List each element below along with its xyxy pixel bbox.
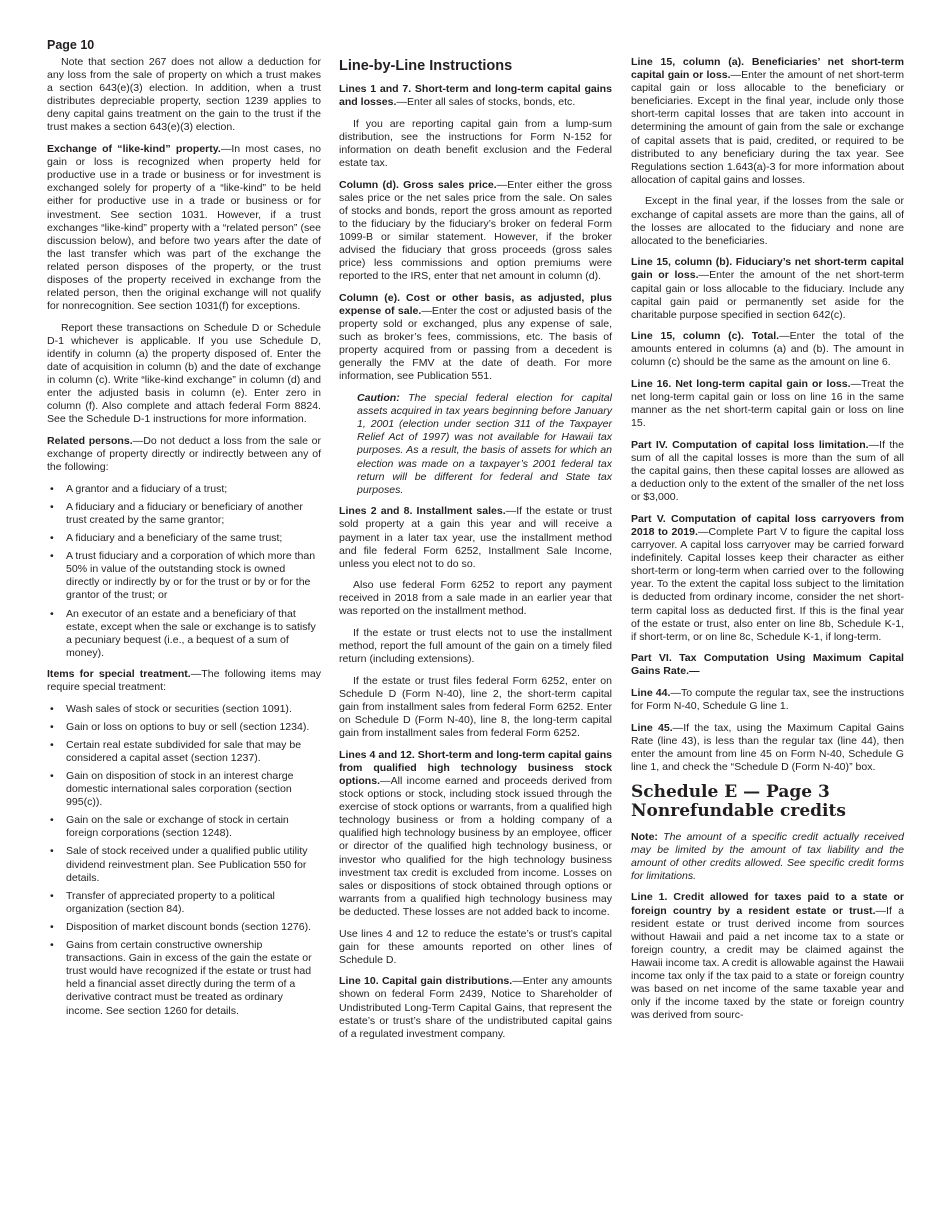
list-item: • A fiduciary and a fiduciary or beneficiary of another trust created by the same grantor; bbox=[47, 501, 321, 527]
related-persons-heading: Related persons. bbox=[47, 435, 133, 448]
like-kind-heading: Exchange of “like-kind” property. bbox=[47, 143, 221, 156]
line-16-section: Line 16. Net long-term capital gain or loss.—Treat the net long-term capital gain or loss on line 16 in the same manner as the net short-term capital gain or loss on line 15. bbox=[631, 378, 905, 430]
intro-paragraph: Note that section 267 does not allow a deduction for any loss from the sale of property on which a trust makes a section 643(e)(3) election. In addition, when a trust distributes depreciable property, section 1239 applies to deny capital gains treatment on the gain to the trust if the trust makes a section 643(e)(3) election. bbox=[47, 56, 321, 134]
list-item: • Disposition of market discount bonds (section 1276). bbox=[47, 921, 321, 934]
list-item: • Gains from certain constructive ownership transactions. Gain in excess of the gain the estate or trust would have recognized if the estate or trust had held a financial asset directly during the term of a derivative contract must be treated as ordinary income. See section 1260 for details. bbox=[47, 939, 321, 1018]
lines-4-12-section: Lines 4 and 12. Short-term and long-term capital gains from qualified high technology business stock options.—All income earned and proceeds derived from stock options or stock, including stock issued through the exercise of stock options or warrants, from a qualified high technology business or from a holding company of a qualified high technology business by an employee, officer or director of the qualified high technology business, or investor who qualified for the high technology business investment tax credit is excluded from income. Losses on sales or dispositions of stock obtained through options or warrants from a qualified high technology business may be deducted. These losses are not added back to income. bbox=[339, 748, 612, 918]
list-item: • Certain real estate subdivided for sale that may be considered a capital asset (section 1237). bbox=[47, 739, 321, 765]
line-1-section: Line 1. Credit allowed for taxes paid to a state or foreign country by a resident estate or trust.—If a resident estate or trust derived income from sources without Hawaii and paid a net income tax to a state or foreign country, a credit may be claimed against the Hawaii income tax. A credit is allowable against the Hawaii income tax only if the tax paid to a state or foreign country was based on net income of the same taxable year and only if the income taxed by the state or foreign country was derived from sourc- bbox=[631, 891, 904, 1022]
also-use-paragraph: Also use federal Form 6252 to report any payment received in 2018 from a sale made in an earlier year that was reported on the installment method. bbox=[339, 579, 612, 618]
list-item: • Wash sales of stock or securities (section 1091). bbox=[47, 703, 321, 716]
part-4-section: Part IV. Computation of capital loss limitation.—If the sum of all the capital losses is more than the sum of all the capital gains, then these capital losses are allowed as a deduction only to the extent of the smaller of the net loss or $3,000. bbox=[631, 438, 905, 504]
list-item: • An executor of an estate and a beneficiary of that estate, except when the sale or exchange is to satisfy a pecuniary bequest (i.e., a bequest of a sum of money). bbox=[47, 608, 321, 660]
final-year-paragraph: Except in the final year, if the losses from the sale or exchange of capital assets are more than the gains, all of the losses are allocated to the fiduciary and none are allocated to the beneficiaries. bbox=[631, 195, 904, 247]
column-right bbox=[631, 56, 904, 1031]
part-6-heading: Part VI. Tax Computation Using Maximum Capital Gains Rate.— bbox=[631, 652, 904, 678]
line-45-section: Line 45.—If the tax, using the Maximum Capital Gains Rate (line 43), is less than the regular tax (line 44), then enter the amount from line 45 on Form N-40, Schedule G line 1, and check the “Schedule D (Form N-40)” box. bbox=[631, 721, 904, 773]
line-15c-section: Line 15, column (c). Total.—Enter the total of the amounts entered in columns (a) and (b). The amount in column (c) should be the same as the amount on line 6. bbox=[631, 330, 904, 369]
related-persons-section: Related persons.—Do not deduct a loss from the sale or exchange of property directly or indirectly between any of the following: bbox=[47, 435, 321, 474]
list-item: • Sale of stock received under a qualified public utility dividend reinvestment plan. See Publication 550 for details. bbox=[47, 845, 321, 884]
list-item: • A trust fiduciary and a corporation of which more than 50% in value of the outstanding stock is owned directly or indirectly by or for the trust or by or for the grantor of the trust; or bbox=[47, 550, 321, 602]
like-kind-section: Exchange of “like-kind” property.—In most cases, no gain or loss is recognized when property held for productive use in a trade or business or for investment is exchanged solely for property of a “like-kind” to be held either for productive use in a trade or business or for investment. See section 1031. However, if a trust exchanges “like-kind” property with a “related person” (see discussion below), and before two years after the date of the last transfer which was part of the exchange the related person disposes of the property, or the trust disposes of the property received in exchange from the related person, then the original exchange will not qualify for nonrecognition. See section 1031(f) for exceptions. bbox=[47, 143, 321, 313]
list-item: • Gain on the sale or exchange of stock in certain foreign corporations (section 1248). bbox=[47, 814, 321, 840]
files-paragraph: If the estate or trust files federal Form 6252, enter on Schedule D (Form N-40), line 2, the short-term capital gain from installment sales from federal Form 6252. Enter on Schedule D (Form N-40), line 8, the long-term capital gain from installment sales from federal Form 6252. bbox=[339, 674, 612, 740]
list-item: • A grantor and a fiduciary of a trust; bbox=[47, 483, 321, 496]
column-left bbox=[47, 56, 321, 1026]
report-paragraph: Report these transactions on Schedule D or Schedule D-1 whichever is applicable. If you use Schedule D, identify in column (a) the property disposed of. Enter the date of acquisition in column (b) and the date of exchange in column (c). Write “like-kind exchange” in column (d) and enter the adjusted basis in column (e). Enter zero in column (f). Also complete and attach federal Form 8824. See the Schedule D-1 instructions for more information. bbox=[47, 321, 321, 426]
column-middle bbox=[339, 56, 612, 1049]
lines-2-8-section: Lines 2 and 8. Installment sales.—If the estate or trust sold property at a gain this year and will receive a payment in a later tax year, use the installment method and file federal Form 6252, Installment Sale Income, unless you elect not to do so. bbox=[339, 505, 612, 570]
lump-sum-paragraph: If you are reporting capital gain from a lump-sum distribution, see the instructions for Form N-152 for information on death benefit exclusion and the Federal estate tax. bbox=[339, 117, 612, 170]
related-persons-list bbox=[47, 483, 321, 660]
use-lines-paragraph: Use lines 4 and 12 to reduce the estate’s or trust’s capital gain for these amounts reported on other lines of Schedule D. bbox=[339, 927, 612, 966]
note-paragraph: Note: The amount of a specific credit actually received may be limited by the amount of tax liability and the amount of other credits allowed. See specific credit forms for limitations. bbox=[631, 830, 904, 882]
column-d-section: Column (d). Gross sales price.—Enter either the gross sales price or the net sales price from the sale. On sales of stocks and bonds, report the gross amount as reported to the fiduciary by the fiduciary’s broker on federal Form 1099-B or similar statement. However, if the broker advised the fiduciary that gross proceeds (gross sales price) less commissions and option premiums were reported to the IRS, enter that net amount in column (d). bbox=[339, 178, 612, 283]
part-5-section: Part V. Computation of capital loss carryovers from 2018 to 2019.—Complete Part V to figure the capital loss carryover. A capital loss carryover may be carried forward indefinitely. Capital losses keep their character as either short-term or long-term when carried over to the following year. To the extent the capital loss subject to the limitation is deducted from ordinary income, consider the net short-term capital loss as deducted first. If this is the final year of the estate or trust, also enter on line 8b, Schedule K-1, if short-term, or on line 8c, Schedule K-1, if long-term. bbox=[631, 512, 904, 643]
line-15b-section: Line 15, column (b). Fiduciary’s net short-term capital gain or loss.—Enter the amount of the net short-term capital gain or loss allocable to the fiduciary. Include any capital gain paid or permanently set aside for the charitable purpose specified in section 642(c). bbox=[631, 256, 905, 321]
list-item: • Gain on disposition of stock in an interest charge domestic international sales corporation (section 995(c)). bbox=[47, 770, 321, 809]
special-treatment-section: Items for special treatment.—The following items may require special treatment: bbox=[47, 667, 321, 694]
column-e-section: Column (e). Cost or other basis, as adjusted, plus expense of sale.—Enter the cost or adjusted basis of the property sold or exchanged, plus any expense of sale, such as broker’s fees, commissions, etc. The basis of property acquired from or passing from a decedent is generally the FMV at the date of death. For more information, see Publication 551. bbox=[339, 291, 612, 383]
list-item: • Gain or loss on options to buy or sell (section 1234). bbox=[47, 721, 321, 734]
line-10-section: Line 10. Capital gain distributions.—Enter any amounts shown on federal Form 2439, Notice to Shareholder of Undistributed Long-Term Capital Gains, that represent the estate’s or trust’s share of the undistributed capital gains of a regulated investment company. bbox=[339, 975, 612, 1040]
list-item: • A fiduciary and a beneficiary of the same trust; bbox=[47, 532, 321, 545]
elects-paragraph: If the estate or trust elects not to use the installment method, report the full amount of the gain on a timely filed return (including extensions). bbox=[339, 627, 612, 666]
section-title: Line-by-Line Instructions bbox=[339, 58, 513, 74]
line-15a-section: Line 15, column (a). Beneficiaries’ net short-term capital gain or loss.—Enter the amount of net short-term capital gain or loss allocable to the beneficiary or beneficiaries. Except in the final year, include only those short-term capital losses that are taken into account in determining the amount of gain from the sale or exchange of capital assets that is paid, credited, or required to be distributed to any beneficiary during the tax year. See Regulations section 1.643(a)-3 for more information about allocation of capital gains and losses. bbox=[631, 56, 905, 186]
list-item: • Transfer of appreciated property to a political organization (section 84). bbox=[47, 890, 321, 916]
caution-note: Caution: The special federal election for capital assets acquired in tax years beginning before January 1, 2001 (election under section 311 of the Taxpayer Relief Act of 1997) was not available for Hawaii tax purposes. As a result, the basis of assets for which an election was made on a taxpayer’s 2001 federal tax return will be different for federal and State tax purposes. bbox=[357, 392, 612, 496]
page-number: Page 10 bbox=[47, 38, 95, 52]
special-treatment-list bbox=[47, 703, 321, 1018]
line-44-section: Line 44.—To compute the regular tax, see the instructions for Form N-40, Schedule G line 1. bbox=[631, 687, 904, 713]
special-treatment-heading: Items for special treatment. bbox=[47, 667, 191, 680]
schedule-e-title: Schedule E — Page 3 Nonrefundable credits bbox=[631, 781, 846, 821]
lines-1-7-section: Lines 1 and 7. Short-term and long-term capital gains and losses.—Enter all sales of stocks, bonds, etc. bbox=[339, 83, 612, 109]
